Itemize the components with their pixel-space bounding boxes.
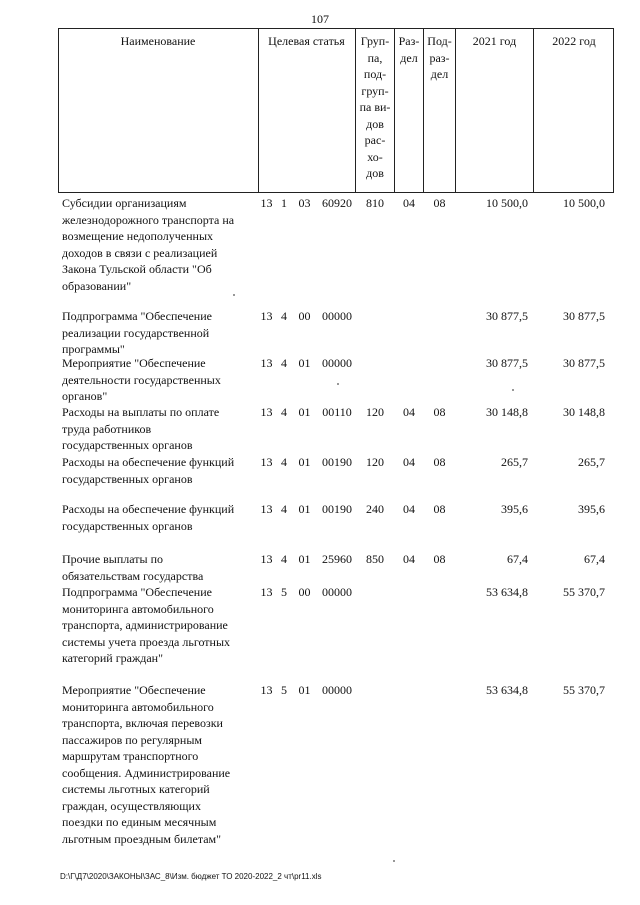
row-c4: 00000 bbox=[322, 356, 352, 370]
row-name-line: Закона Тульской области "Об bbox=[62, 262, 212, 276]
row-name-line: Мероприятие "Обеспечение bbox=[62, 683, 206, 697]
row-c4: 00000 bbox=[322, 683, 352, 697]
row-c2: 4 bbox=[281, 455, 287, 469]
column-divider bbox=[258, 28, 259, 193]
row-y2022: 30 148,8 bbox=[563, 405, 605, 419]
header-name: Наименование bbox=[120, 34, 196, 48]
row-name-line: реализации государственной bbox=[62, 325, 210, 340]
row-name-line: образовании" bbox=[62, 278, 132, 293]
row-name-line: деятельности государственных bbox=[62, 372, 221, 387]
row-c2: 4 bbox=[281, 405, 287, 419]
row-name-line: поездки по единым месячным bbox=[62, 815, 217, 829]
row-y2022: 265,7 bbox=[578, 455, 605, 469]
group-line: груп- bbox=[361, 83, 389, 98]
scan-speck bbox=[233, 294, 235, 296]
row-y2022: 30 877,5 bbox=[563, 309, 605, 323]
row-group: 120 bbox=[366, 405, 384, 419]
row-subsection: 08 bbox=[433, 552, 446, 566]
row-y2021: 395,6 bbox=[501, 502, 528, 516]
scan-speck bbox=[512, 389, 514, 391]
row-name-line: транспорта, включая перевозки bbox=[62, 716, 223, 730]
row-name bbox=[62, 501, 258, 534]
row-c1: 13 bbox=[260, 309, 273, 323]
row-name bbox=[62, 584, 258, 667]
row-name-line: Мероприятие "Обеспечение bbox=[62, 356, 206, 370]
row-c4: 60920 bbox=[322, 196, 352, 210]
row-y2022: 55 370,7 bbox=[563, 683, 605, 697]
row-c4: 00000 bbox=[322, 585, 352, 599]
row-name-line: мониторинга автомобильного bbox=[62, 699, 214, 714]
header-subsection bbox=[424, 33, 455, 83]
row-section: 04 bbox=[403, 455, 415, 469]
scan-speck bbox=[337, 383, 339, 385]
row-c2: 1 bbox=[281, 196, 287, 210]
row-group: 120 bbox=[366, 455, 384, 469]
row-y2022: 10 500,0 bbox=[563, 196, 605, 210]
row-c2: 5 bbox=[281, 683, 287, 697]
header-year-2021: 2021 год bbox=[472, 34, 517, 48]
row-y2022: 30 877,5 bbox=[563, 356, 605, 370]
row-name bbox=[62, 308, 258, 358]
row-c1: 13 bbox=[260, 405, 273, 419]
row-name-line: маршрутам транспортного bbox=[62, 749, 199, 763]
row-name-line: сообщения. Администрирование bbox=[62, 765, 231, 780]
row-name-line: государственных органов bbox=[62, 518, 193, 533]
subsection-line: дел bbox=[430, 67, 449, 81]
row-name-line: системы учета проезда льготных bbox=[62, 634, 231, 649]
row-name bbox=[62, 355, 258, 405]
row-c2: 5 bbox=[281, 585, 287, 599]
section-line: Раз- bbox=[398, 34, 420, 48]
row-subsection: 08 bbox=[433, 455, 446, 469]
row-c3: 03 bbox=[298, 196, 311, 210]
row-y2021: 30 877,5 bbox=[486, 309, 528, 323]
row-subsection: 08 bbox=[433, 502, 446, 516]
section-line: дел bbox=[400, 50, 418, 65]
header-target-article: Целевая статья bbox=[268, 34, 345, 48]
row-subsection: 08 bbox=[433, 196, 446, 210]
row-name bbox=[62, 404, 258, 454]
row-y2021: 10 500,0 bbox=[486, 196, 528, 210]
row-name bbox=[62, 551, 258, 584]
row-c1: 13 bbox=[260, 585, 273, 599]
row-y2021: 30 877,5 bbox=[486, 356, 528, 370]
row-c1: 13 bbox=[260, 683, 273, 697]
row-c3: 01 bbox=[298, 455, 311, 469]
group-line: па ви- bbox=[359, 100, 391, 114]
row-c3: 01 bbox=[298, 405, 311, 419]
row-name-line: доходов в связи с реализацией bbox=[62, 245, 218, 260]
row-name-line: государственных органов bbox=[62, 471, 193, 486]
row-name-line: Расходы на обеспечение функций bbox=[62, 502, 235, 516]
row-section: 04 bbox=[403, 502, 415, 516]
header-expense-group bbox=[356, 33, 394, 182]
row-group: 240 bbox=[366, 502, 384, 516]
row-section: 04 bbox=[403, 196, 415, 210]
file-path-footer: D:\Г\Д7\2020\ЗАКОНЫ\ЗАС_8\Изм. бюджет ТО 2020-2022_2 чт\pr11.xls bbox=[60, 872, 322, 881]
row-y2021: 53 634,8 bbox=[486, 683, 528, 697]
row-c2: 4 bbox=[281, 309, 287, 323]
row-name-line: программы" bbox=[62, 342, 125, 356]
row-name-line: категорий граждан" bbox=[62, 651, 163, 665]
group-line: дов bbox=[366, 166, 384, 180]
header-section bbox=[395, 33, 423, 66]
row-y2021: 30 148,8 bbox=[486, 405, 528, 419]
row-c1: 13 bbox=[260, 196, 273, 210]
row-y2022: 67,4 bbox=[584, 552, 605, 566]
row-name-line: системы льготных категорий bbox=[62, 782, 210, 796]
page-number: 107 bbox=[311, 12, 329, 26]
row-name-line: Субсидии организациям bbox=[62, 196, 187, 210]
row-section: 04 bbox=[403, 552, 415, 566]
row-name-line: Подпрограмма "Обеспечение bbox=[62, 585, 212, 599]
row-c4: 00000 bbox=[322, 309, 352, 323]
row-c4: 00190 bbox=[322, 455, 352, 469]
row-name bbox=[62, 195, 258, 294]
group-line: рас- bbox=[364, 133, 386, 147]
row-name-line: труда работников bbox=[62, 421, 152, 436]
row-name-line: обязательствам государства bbox=[62, 568, 204, 583]
row-c3: 01 bbox=[298, 683, 311, 697]
row-group: 810 bbox=[366, 196, 384, 210]
group-line: хо- bbox=[367, 149, 383, 164]
subsection-line: раз- bbox=[429, 50, 450, 65]
row-y2021: 67,4 bbox=[507, 552, 528, 566]
row-name-line: государственных органов bbox=[62, 438, 193, 452]
subsection-line: Под- bbox=[427, 34, 452, 48]
row-group: 850 bbox=[366, 552, 384, 566]
row-c4: 00190 bbox=[322, 502, 352, 516]
row-name bbox=[62, 454, 258, 487]
row-c4: 00110 bbox=[322, 405, 352, 419]
row-name-line: мониторинга автомобильного bbox=[62, 601, 214, 616]
group-line: Груп- bbox=[360, 34, 390, 48]
group-line: под- bbox=[363, 67, 387, 81]
row-y2022: 395,6 bbox=[578, 502, 605, 516]
row-name-line: льготным проездным билетам" bbox=[62, 831, 222, 846]
row-c1: 13 bbox=[260, 552, 273, 566]
row-name-line: Прочие выплаты по bbox=[62, 552, 164, 566]
row-c1: 13 bbox=[260, 356, 273, 370]
row-name-line: Расходы на обеспечение функций bbox=[62, 455, 235, 469]
group-line: па, bbox=[367, 50, 383, 65]
column-divider bbox=[455, 28, 456, 193]
row-name-line: органов" bbox=[62, 389, 108, 403]
row-name-line: граждан, осуществляющих bbox=[62, 798, 201, 813]
row-c2: 4 bbox=[281, 552, 287, 566]
row-name-line: железнодорожного транспорта на bbox=[62, 212, 235, 227]
row-name bbox=[62, 682, 258, 847]
scan-speck bbox=[393, 860, 395, 862]
row-y2021: 265,7 bbox=[501, 455, 528, 469]
row-c3: 01 bbox=[298, 552, 311, 566]
table-header bbox=[58, 28, 614, 193]
row-section: 04 bbox=[403, 405, 415, 419]
row-name-line: пассажиров по регулярным bbox=[62, 732, 202, 747]
group-line: дов bbox=[366, 116, 384, 131]
row-name-line: возмещение недополученных bbox=[62, 229, 214, 243]
row-name-line: транспорта, администрирование bbox=[62, 618, 228, 632]
row-c3: 00 bbox=[298, 309, 311, 323]
row-c1: 13 bbox=[260, 455, 273, 469]
column-divider bbox=[533, 28, 534, 193]
row-c2: 4 bbox=[281, 356, 287, 370]
row-subsection: 08 bbox=[433, 405, 446, 419]
row-name-line: Подпрограмма "Обеспечение bbox=[62, 309, 212, 323]
row-c3: 01 bbox=[298, 356, 311, 370]
row-y2021: 53 634,8 bbox=[486, 585, 528, 599]
row-y2022: 55 370,7 bbox=[563, 585, 605, 599]
header-year-2022: 2022 год bbox=[552, 34, 596, 48]
row-c4: 25960 bbox=[322, 552, 352, 566]
row-c1: 13 bbox=[260, 502, 273, 516]
row-c3: 01 bbox=[298, 502, 311, 516]
row-c3: 00 bbox=[298, 585, 311, 599]
row-c2: 4 bbox=[281, 502, 287, 516]
row-name-line: Расходы на выплаты по оплате bbox=[62, 405, 220, 419]
